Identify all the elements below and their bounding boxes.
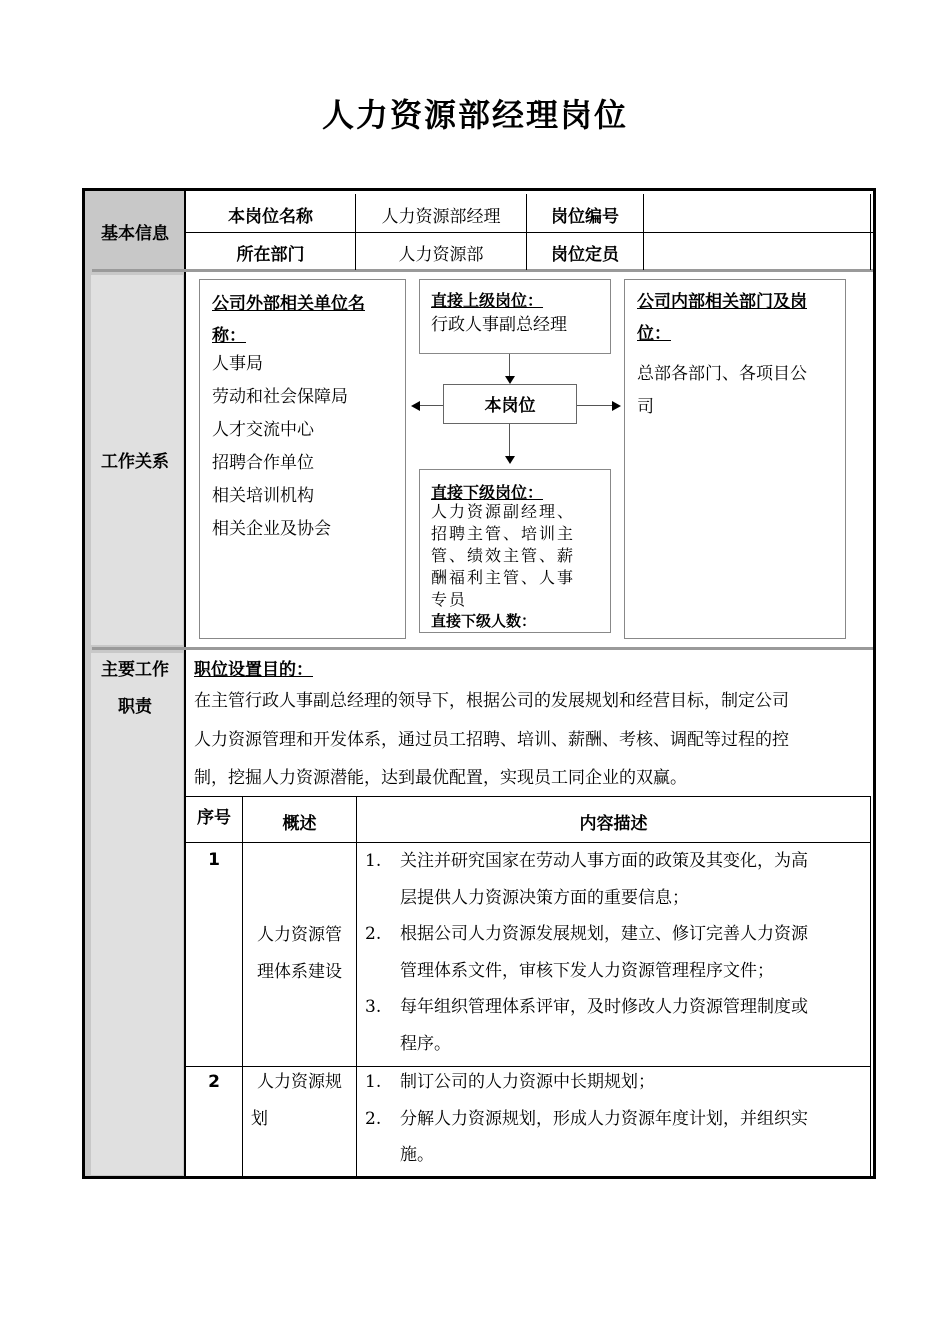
arrow-left-icon [411,401,420,411]
internal-departments-value-line1: 总部各部门、各项目公 [637,364,807,384]
row-summary-line2: 理体系建设 [257,962,342,982]
external-unit-item: 人事局 [212,354,263,374]
arrow-line-right [577,405,612,406]
superior-position-value: 行政人事副总经理 [431,315,567,335]
column-header-summary: 概述 [282,814,317,834]
purpose-text-line: 人力资源管理和开发体系，通过员工招聘、培训、薪酬、考核、调配等过程的控 [194,729,789,750]
row-summary-line2: 划 [251,1109,268,1129]
list-item: 3. 每年组织管理体系评审，及时修改人力资源管理制度或 程序。 [365,997,808,1054]
column-header-description: 内容描述 [579,814,648,834]
row-summary-line1: 人力资源管 [257,925,342,945]
basic-row-divider [186,232,873,233]
internal-departments-heading-line1: 公司内部相关部门及岗 [637,292,807,312]
row-number: 2 [208,1072,220,1092]
main-duties-label-line2: 职责 [118,697,152,717]
this-position-box [443,384,577,424]
external-units-heading-line2: 称： [212,326,246,346]
duties-table-top [186,796,871,797]
subordinate-position-line: 招聘主管、培训主 [431,524,576,543]
list-item: 1. 制订公司的人力资源中长期规划； [365,1072,655,1092]
internal-departments-value-line2: 司 [637,397,654,417]
column-header-no: 序号 [197,808,231,828]
headcount-label: 岗位定员 [551,245,619,265]
job-code-label: 岗位编号 [551,207,619,227]
work-relations-label: 工作关系 [101,452,169,472]
main-duties-label-line1: 主要工作 [101,660,169,680]
duties-col-divider-3 [870,796,871,1176]
external-unit-item: 相关培训机构 [212,486,314,506]
external-units-heading-line1: 公司外部相关单位名 [212,294,365,314]
purpose-text-line: 在主管行政人事副总经理的领导下，根据公司的发展规划和经营目标，制定公司 [194,691,789,711]
list-item: 1. 关注并研究国家在劳动人事方面的政策及其变化，为高 层提供人力资源决策方面的重要信息； [365,851,808,908]
subordinate-position-line: 管、绩效主管、薪 [431,546,576,565]
arrow-down-icon [505,456,515,464]
list-item: 2. 根据公司人力资源发展规划，建立、修订完善人力资源 管理体系文件，审核下发人力资源管理程序文件； [365,924,808,981]
subordinate-position-line: 人力资源副经理、 [431,502,576,521]
row-summary-line1: 人力资源规 [257,1072,342,1092]
department-label: 所在部门 [236,245,305,265]
external-unit-item: 相关企业及协会 [212,519,331,539]
list-item: 2. 分解人力资源规划，形成人力资源年度计划，并组织实 施。 [365,1108,808,1165]
arrow-right-icon [612,401,621,411]
superior-position-heading: 直接上级岗位： [431,291,544,310]
label-column-divider [184,191,186,1176]
department-value: 人力资源部 [398,245,484,265]
arrow-line-up [509,354,510,376]
job-name-label: 本岗位名称 [228,207,313,227]
external-units-box [199,279,406,639]
external-unit-item: 劳动和社会保障局 [212,387,348,407]
subordinate-position-heading: 直接下级岗位： [431,483,544,502]
internal-departments-box [624,279,846,639]
relations-section-bottom [92,647,873,650]
section-label-column [85,191,185,1176]
external-unit-item: 招聘合作单位 [212,453,314,473]
superior-position-box [419,279,611,354]
subordinate-position-line: 酬福利主管、人事 [431,568,576,587]
subordinate-position-line: 专员 [431,590,468,609]
row-number: 1 [208,850,220,870]
purpose-text-line: 制，挖掘人力资源潜能，达到最优配置，实现员工同企业的双赢。 [194,768,687,788]
duties-label-shade [91,653,183,1175]
basic-section-bottom [92,269,873,272]
basic-info-label: 基本信息 [101,224,169,244]
subordinate-count-label: 直接下级人数： [431,612,537,630]
table-bottom-border [82,1176,876,1179]
internal-departments-heading-line2: 位： [637,324,671,344]
this-position-label: 本岗位 [484,396,536,416]
job-name-value: 人力资源部经理 [381,207,501,227]
arrow-down-icon [505,376,515,384]
basic-col-divider-4 [870,194,871,270]
basic-col-divider-3 [643,194,644,270]
purpose-heading: 职位设置目的： [194,660,313,680]
subordinate-position-box [419,469,611,633]
arrow-line-down [509,424,510,456]
page-title: 人力资源部经理岗位 [321,96,628,134]
arrow-line-left [420,405,443,406]
external-unit-item: 人才交流中心 [212,420,314,440]
